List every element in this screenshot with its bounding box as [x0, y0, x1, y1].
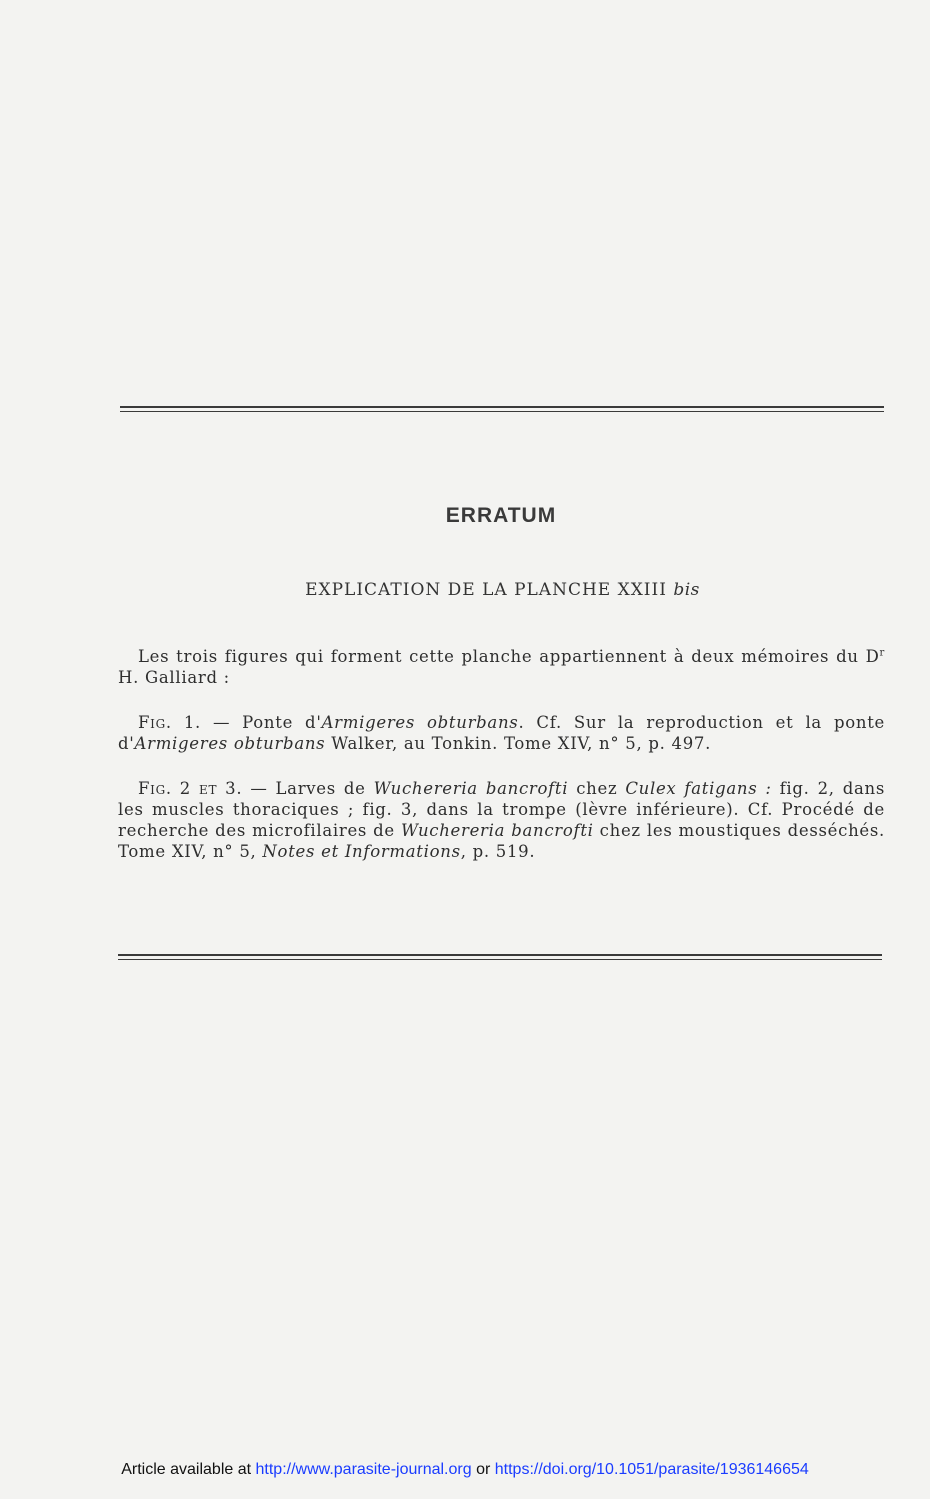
intro-text-1: Les trois figures qui forment cette planche appartiennent à deux mémoires du D [138, 647, 880, 666]
fig2-text-3: fig. 2, dans les muscles thoraciques ; fig. 3, dans la trompe (lèvre inférieure). Cf. Procédé de recherche des microfilaires de [118, 779, 886, 840]
fig2-text-2: chez [568, 779, 626, 798]
bottom-double-rule [118, 954, 882, 960]
fig1-paragraph [118, 712, 885, 754]
subtitle-main: EXPLICATION DE LA PLANCHE XXIII [305, 580, 667, 600]
footer-middle: or [471, 1461, 495, 1478]
fig1-text-3: Walker, au Tonkin. Tome XIV, n° 5, p. 497. [325, 734, 712, 753]
fig2-text-1: — Larves de [242, 779, 374, 798]
fig1-species-2: Armigeres obturbans [134, 734, 326, 753]
journal-link[interactable]: http://www.parasite-journal.org [255, 1461, 472, 1478]
subtitle-suffix: bis [673, 580, 700, 600]
fig2-label: Fig. 2 [138, 779, 192, 798]
doi-link[interactable]: https://doi.org/10.1051/parasite/1936146654 [494, 1461, 809, 1478]
footer-availability [0, 1461, 930, 1479]
plate-subtitle [0, 580, 930, 600]
fig1-label: Fig. 1. [138, 713, 201, 732]
intro-superscript: r [879, 647, 885, 659]
footer-prefix: Article available at [121, 1461, 256, 1478]
page-title: ERRATUM [445, 504, 557, 527]
fig2-species-3: Wuchereria bancrofti [400, 821, 594, 840]
fig2-label-et: et [199, 779, 218, 798]
fig2-paragraph [118, 778, 885, 862]
intro-text-2: H. Galliard : [118, 668, 230, 687]
fig1-species-1: Armigeres obturbans [321, 713, 519, 732]
fig2-species-2: Culex fatigans : [625, 779, 772, 798]
intro-paragraph [118, 646, 885, 688]
fig2-text-5: , p. 519. [460, 842, 536, 861]
fig2-species-1: Wuchereria bancrofti [373, 779, 569, 798]
fig2-series: Notes et Informations [262, 842, 461, 861]
fig2-label-num: 3. [217, 779, 243, 798]
fig2-text-4: chez les moustiques desséchés. Tome XIV, n° 5, [118, 821, 885, 861]
fig1-text-2: . Cf. Sur la reproduction et la ponte d' [118, 713, 885, 753]
fig1-text-1: — Ponte d' [200, 713, 322, 732]
top-double-rule [120, 406, 884, 412]
